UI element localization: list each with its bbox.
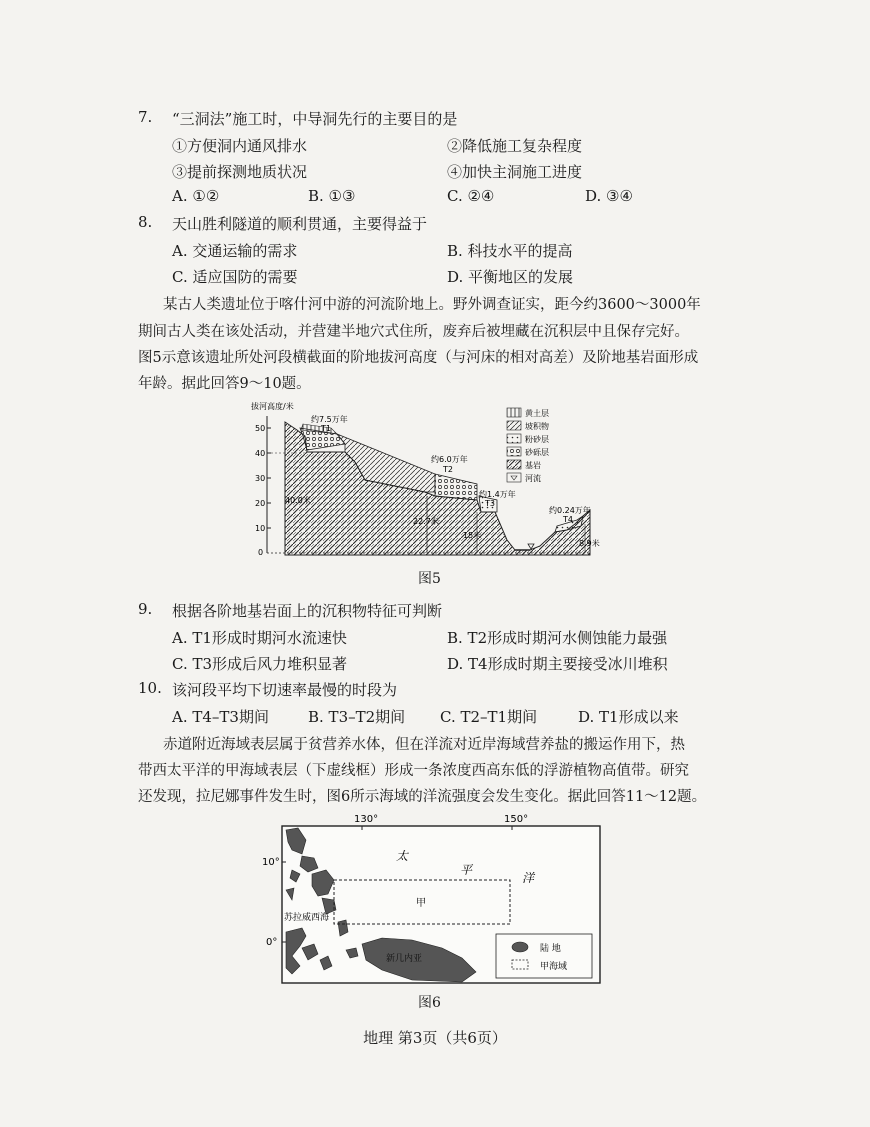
fig5-ytick-20: 20 [255,499,266,508]
fig5-legend-river: 河流 [525,474,541,483]
q7-option-c: C. ②④ [447,187,495,205]
q9-option-b: B. T2形成时期河水侧蚀能力最强 [447,629,668,647]
fig5-t2-age: 约6.0万年 [431,455,468,464]
fig6-label-jia: 甲 [416,898,426,909]
figure5-caption: 图5 [418,571,441,587]
passage2-line1: 赤道附近海域表层属于贫营养水体，但在洋流对近岸海域营养盐的搬运作用下，热 [163,737,685,753]
fig5-t4-label: T4 [563,515,573,524]
passage1-line3: 图5示意该遗址所处河段横截面的阶地拔河高度（与河床的相对高差）及阶地基岩面形成 [138,350,699,366]
q7-statement-2: ②降低施工复杂程度 [447,137,583,155]
q10-stem: 该河段平均下切速率最慢的时段为 [172,681,398,699]
q7-option-b: B. ①③ [308,187,356,205]
fig5-t3-label: T3 [485,499,495,508]
fig5-legend-silt: 粉砂层 [525,435,549,444]
passage2-line2: 带西太平洋的甲海域表层（下虚线框）形成一条浓度西高东低的浮游植物高值带。研究 [138,763,689,779]
passage2-line3: 还发现，拉尼娜事件发生时，图6所示海域的洋流强度会发生变化。据此回答11～12题。 [138,789,707,805]
fig5-t1-age: 约7.5万年 [311,415,348,424]
q7-number: 7. [138,108,153,126]
q8-option-b: B. 科技水平的提高 [447,242,573,260]
q7-stem: “三洞法”施工时，中导洞先行的主要目的是 [172,110,458,128]
passage1-line1: 某古人类遗址位于喀什河中游的河流阶地上。野外调查证实，距今约3600～3000年 [163,297,701,313]
q8-option-d: D. 平衡地区的发展 [447,268,574,286]
fig5-height-t4: 8.9米 [579,539,600,548]
figure6-map [262,810,612,988]
fig5-legend [507,408,549,483]
q10-option-b: B. T3–T2期间 [308,708,406,726]
q7-statement-3: ③提前探测地质状况 [172,163,308,181]
fig5-height-t3: 15米 [463,531,482,540]
q7-option-a: A. ①② [172,187,220,205]
q10-option-d: D. T1形成以来 [578,708,679,726]
fig5-legend-gravel: 砂砾层 [525,448,549,457]
fig5-t2-label: T2 [443,465,453,474]
fig5-height-t2: 22.7米 [413,517,439,526]
passage1-line2: 期间古人类在该处活动，并营建半地穴式住所，废弃后被埋藏在沉积层中且保存完好。 [138,324,689,340]
fig5-ytick-30: 30 [255,474,266,483]
q10-option-c: C. T2–T1期间 [440,708,538,726]
fig5-legend-bedrock: 基岩 [525,461,541,470]
q8-option-c: C. 适应国防的需要 [172,268,298,286]
fig6-legend-land: 陆 地 [540,944,561,954]
q7-statement-1: ①方便洞内通风排水 [172,137,308,155]
q9-number: 9. [138,600,153,618]
fig6-label-ping: 平 [460,863,473,877]
fig5-legend-loess: 黄土层 [525,409,549,418]
fig5-ylabel: 拔河高度/米 [251,402,294,411]
q8-stem: 天山胜利隧道的顺利贯通，主要得益于 [172,215,428,233]
fig6-legend-sea: 甲海域 [540,962,568,972]
fig6-lat-10: 10° [262,857,280,868]
q9-option-d: D. T4形成时期主要接受冰川堆积 [447,655,668,673]
fig5-t1-label: T1 [321,424,331,433]
passage1-line4: 年龄。据此回答9～10题。 [138,376,311,392]
page-footer: 地理 第3页（共6页） [363,1029,507,1047]
fig6-lon-130: 130° [354,814,379,825]
fig5-yticks [255,424,271,557]
q10-number: 10. [138,679,162,697]
figure6-caption: 图6 [418,995,441,1011]
fig5-legend-slope: 坡积物 [525,422,549,431]
q8-option-a: A. 交通运输的需求 [172,242,298,260]
q9-stem: 根据各阶地基岩面上的沉积物特征可判断 [172,602,443,620]
fig5-ytick-50: 50 [255,424,266,433]
fig6-lon-150: 150° [504,814,529,825]
q9-option-c: C. T3形成后风力堆积显著 [172,655,348,673]
q7-option-d: D. ③④ [585,187,633,205]
fig5-t3-age: 约1.4万年 [479,490,516,499]
fig6-lat-0: 0° [266,937,278,948]
fig6-label-sulawesi: 苏拉威西海 [284,913,330,923]
figure5-terrace-profile [245,400,605,568]
fig5-t4-age: 约0.24万年 [549,506,591,515]
fig6-legend [496,934,592,978]
fig5-ytick-10: 10 [255,524,266,533]
q8-number: 8. [138,213,153,231]
fig5-ytick-0: 0 [258,548,264,557]
fig5-height-t1: 40.0米 [285,496,311,505]
fig6-label-tai: 太 [396,849,409,863]
q7-statement-4: ④加快主洞施工进度 [447,163,583,181]
fig6-label-yang: 洋 [522,871,535,885]
q9-option-a: A. T1形成时期河水流速快 [172,629,347,647]
fig6-label-newguinea: 新几内亚 [386,954,423,964]
fig5-ytick-40: 40 [255,449,266,458]
q10-option-a: A. T4–T3期间 [172,708,269,726]
